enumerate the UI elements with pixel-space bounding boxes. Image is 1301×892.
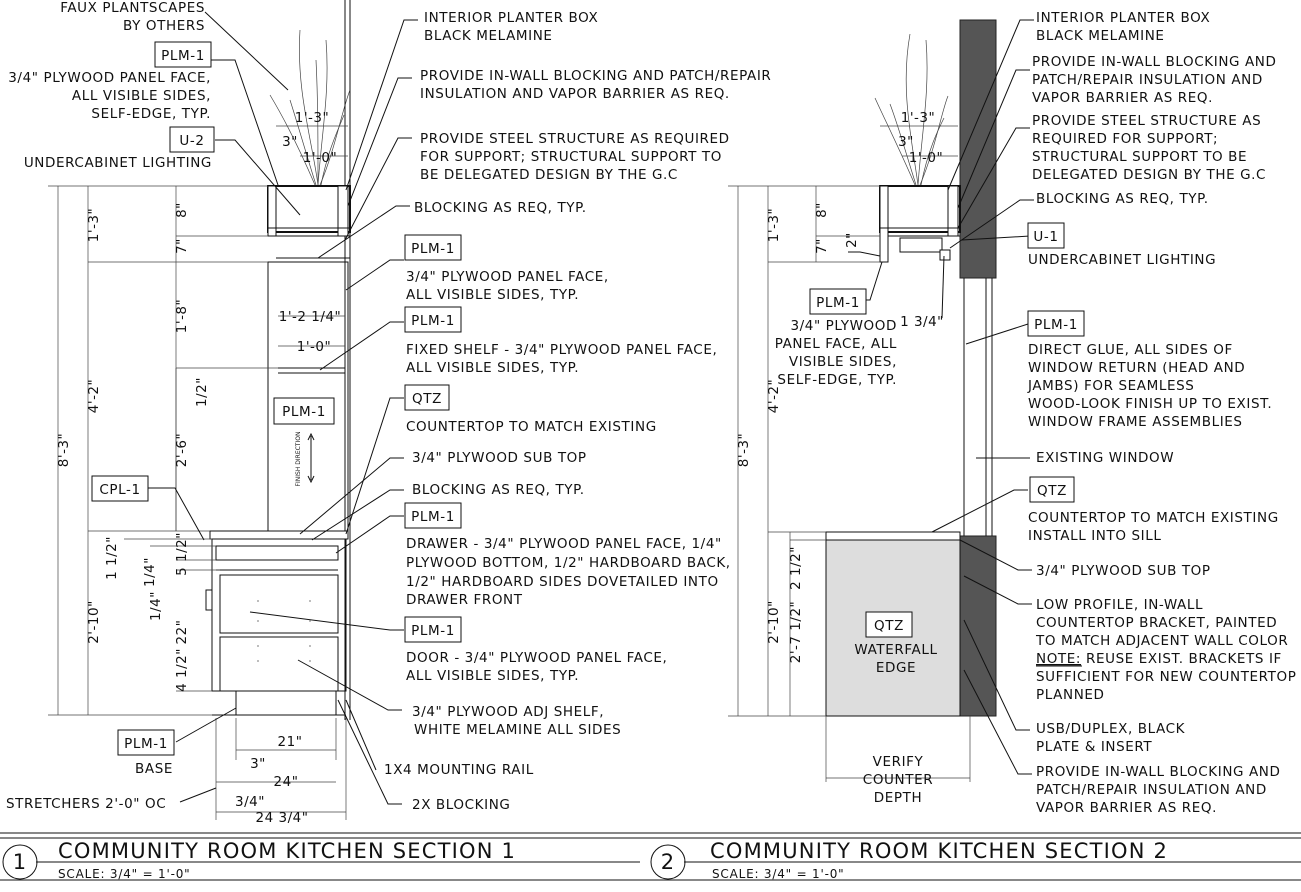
s2-dim-8: 8": [814, 202, 830, 218]
s2-note-bracket-1: LOW PROFILE, IN-WALL: [1036, 597, 1204, 613]
dim-upper: 1'-3": [86, 207, 102, 243]
s2-note-blocking-2: PATCH/REPAIR INSULATION AND: [1032, 72, 1263, 88]
s2-dim-1-3: 1'-3": [900, 110, 936, 126]
s2-note-steel-3: STRUCTURAL SUPPORT TO BE: [1032, 149, 1248, 165]
dim-4-half: 4 1/2": [174, 648, 190, 692]
note-subtop: 3/4" PLYWOOD SUB TOP: [412, 450, 587, 466]
dim-22: 22": [174, 619, 190, 645]
dim-1-2q: 1'-2 1/4": [278, 309, 342, 325]
s2-tag-qtz-b: QTZ: [874, 618, 904, 634]
s2-note-glue-3: JAMBS) FOR SEAMLESS: [1028, 378, 1195, 394]
s2-dim-lower: 2'-10": [766, 600, 782, 644]
s2-note-subtop: 3/4" PLYWOOD SUB TOP: [1036, 563, 1211, 579]
s2-note-counter-2: INSTALL INTO SILL: [1028, 528, 1162, 544]
s2-note-bracket-4: NOTE:: [1036, 651, 1082, 667]
note-plm1-face-1: 3/4" PLYWOOD PANEL FACE,: [8, 70, 211, 86]
note-panel-face-1: 3/4" PLYWOOD PANEL FACE,: [406, 269, 609, 285]
note-blocking-typ: BLOCKING AS REQ, TYP.: [414, 200, 587, 216]
s2-note-planter-1: INTERIOR PLANTER BOX: [1036, 10, 1211, 26]
s2-dim-3: 3": [898, 134, 914, 150]
s2-dim-7: 7": [814, 238, 830, 254]
wall-lower: [960, 536, 996, 716]
note-drawer-3: 1/2" HARDBOARD SIDES DOVETAILED INTO: [406, 574, 719, 590]
s2-dim-2-7h: 2'-7 1/2": [788, 600, 804, 664]
dim-quarter-2: 1/4": [148, 591, 164, 621]
s2-note-glue-2: WINDOW RETURN (HEAD AND: [1028, 360, 1246, 376]
note-adjshelf-1: 3/4" PLYWOOD ADJ SHELF,: [412, 704, 605, 720]
note-rail: 1X4 MOUNTING RAIL: [384, 762, 534, 778]
dim-1-3-top: 1'-3": [294, 110, 330, 126]
dim-quarter-1: 1/4": [142, 557, 158, 587]
dim-21: 21": [277, 734, 303, 750]
section-1-scale: SCALE: 3/4" = 1'-0": [58, 867, 191, 881]
s2-note-bracket-5: SUFFICIENT FOR NEW COUNTERTOP: [1036, 669, 1297, 685]
note-plm1-face-2: ALL VISIBLE SIDES,: [71, 88, 211, 104]
s2-note-waterfall-1: WATERFALL: [854, 642, 938, 658]
dim-5-half: 5 1/2": [174, 532, 190, 576]
s2-note-bracket-3: TO MATCH ADJACENT WALL COLOR: [1036, 633, 1289, 649]
note-blocking-typ2: BLOCKING AS REQ, TYP.: [412, 482, 585, 498]
base-cabinet: [212, 539, 346, 691]
note-planter-2: BLACK MELAMINE: [424, 28, 553, 44]
note-drawer-1: DRAWER - 3/4" PLYWOOD PANEL FACE, 1/4": [406, 536, 722, 552]
section-2-title: COMMUNITY ROOM KITCHEN SECTION 2: [710, 839, 1169, 863]
s2-note-verify-3: DEPTH: [873, 790, 923, 806]
section-2-scale: SCALE: 3/4" = 1'-0": [712, 867, 845, 881]
dim-3-base: 3": [250, 756, 266, 772]
dim-3-top: 3": [282, 134, 298, 150]
s2-note-blocking-3: VAPOR BARRIER AS REQ.: [1032, 90, 1214, 106]
note-undercab: UNDERCABINET LIGHTING: [23, 155, 212, 171]
s2-tag-plm1-a: PLM-1: [816, 295, 860, 311]
dim-mid: 4'-2": [86, 378, 102, 414]
s2-note-usb-2: PLATE & INSERT: [1036, 739, 1153, 755]
s2-note-blocking-bot-1: PROVIDE IN-WALL BLOCKING AND: [1036, 764, 1281, 780]
dim-overall: 8'-3": [56, 432, 72, 468]
upper-cabinet: [268, 262, 348, 532]
s2-note-steel-4: DELEGATED DESIGN BY THE G.C: [1032, 167, 1267, 183]
dim-1-8: 1'-8": [174, 298, 190, 334]
note-steel-2: FOR SUPPORT; STRUCTURAL SUPPORT TO: [420, 149, 722, 165]
note-blocking-patch-1: PROVIDE IN-WALL BLOCKING AND PATCH/REPAIR: [420, 68, 772, 84]
s2-note-undercab: UNDERCABINET LIGHTING: [1028, 252, 1217, 268]
dim-1-0-shelf: 1'-0": [296, 339, 332, 355]
note-faux-plant-2: BY OTHERS: [123, 18, 205, 34]
note-stretchers: STRETCHERS 2'-0" OC: [6, 796, 167, 812]
dim-8: 8": [174, 202, 190, 218]
tag-plm1-c: PLM-1: [411, 313, 455, 329]
finish-direction: FINISH DIRECTION: [295, 431, 302, 487]
s2-dim-1-3q: 1 3/4": [900, 314, 944, 330]
dim-3q: 3/4": [235, 794, 265, 810]
s2-note-glue-4: WOOD-LOOK FINISH UP TO EXIST.: [1028, 396, 1273, 412]
note-blocking-2x: 2X BLOCKING: [412, 797, 511, 813]
tag-u2: U-2: [179, 133, 205, 149]
note-plm1-face-3: SELF-EDGE, TYP.: [91, 106, 211, 122]
tag-cpl1: CPL-1: [99, 482, 141, 498]
note-blocking-patch-2: INSULATION AND VAPOR BARRIER AS REQ.: [420, 86, 730, 102]
s2-note-plm-face-4: SELF-EDGE, TYP.: [777, 372, 897, 388]
dim-24: 24": [273, 774, 299, 790]
note-countertop: COUNTERTOP TO MATCH EXISTING: [406, 419, 657, 435]
note-shelf-2: ALL VISIBLE SIDES, TYP.: [406, 360, 580, 376]
dim-lower: 2'-10": [86, 600, 102, 644]
dim-7: 7": [174, 238, 190, 254]
tag-plm1-a: PLM-1: [161, 48, 205, 64]
note-drawer-4: DRAWER FRONT: [406, 592, 523, 608]
s2-note-plm-face-3: VISIBLE SIDES,: [788, 354, 897, 370]
s2-note-verify-2: COUNTER: [862, 772, 934, 788]
note-base: BASE: [135, 761, 173, 777]
note-steel-1: PROVIDE STEEL STRUCTURE AS REQUIRED: [420, 131, 730, 147]
s2-dim-upper: 1'-3": [766, 207, 782, 243]
dim-24q: 24 3/4": [255, 810, 309, 826]
s2-note-blocking-typ: BLOCKING AS REQ, TYP.: [1036, 191, 1209, 207]
dim-2-6: 2'-6": [174, 432, 190, 468]
note-door-2: ALL VISIBLE SIDES, TYP.: [406, 668, 580, 684]
s2-dim-overall: 8'-3": [736, 432, 752, 468]
countertop-2: [826, 532, 960, 540]
s2-note-plm-face-2: PANEL FACE, ALL: [774, 336, 897, 352]
s2-note-blocking-bot-3: VAPOR BARRIER AS REQ.: [1036, 800, 1218, 816]
s2-note-glue-5: WINDOW FRAME ASSEMBLIES: [1028, 414, 1243, 430]
s2-tag-u1: U-1: [1033, 229, 1059, 245]
tag-plm1-d: PLM-1: [411, 509, 455, 525]
countertop-1: [210, 531, 348, 539]
s2-note-window: EXISTING WINDOW: [1036, 450, 1175, 466]
s2-note-bracket-2: COUNTERTOP BRACKET, PAINTED: [1036, 615, 1278, 631]
tag-plm1-b: PLM-1: [411, 241, 455, 257]
s2-note-blocking-1: PROVIDE IN-WALL BLOCKING AND: [1032, 54, 1277, 70]
section-2-number: 2: [660, 850, 676, 874]
note-drawer-2: PLYWOOD BOTTOM, 1/2" HARDBOARD BACK,: [406, 555, 731, 571]
note-panel-face-2: ALL VISIBLE SIDES, TYP.: [406, 287, 580, 303]
s2-note-verify-1: VERIFY: [872, 754, 924, 770]
dim-1-0-top: 1'-0": [302, 150, 338, 166]
note-faux-plant-1: FAUX PLANTSCAPES: [60, 0, 205, 16]
section-1-title: COMMUNITY ROOM KITCHEN SECTION 1: [58, 839, 517, 863]
dim-half: 1/2": [194, 377, 210, 407]
tag-qtz: QTZ: [412, 391, 442, 407]
s2-note-bracket-4b: REUSE EXIST. BRACKETS IF: [1086, 651, 1282, 667]
s2-dim-2half: 2 1/2": [788, 546, 804, 590]
note-planter-1: INTERIOR PLANTER BOX: [424, 10, 599, 26]
note-adjshelf-2: WHITE MELAMINE ALL SIDES: [414, 722, 622, 738]
s2-tag-plm1-b: PLM-1: [1034, 317, 1078, 333]
tag-plm1-inside: PLM-1: [282, 404, 326, 420]
s2-dim-mid: 4'-2": [766, 378, 782, 414]
dim-1-half: 1 1/2": [104, 536, 120, 580]
s2-note-planter-2: BLACK MELAMINE: [1036, 28, 1165, 44]
s2-dim-1-0: 1'-0": [908, 150, 944, 166]
s2-note-steel-1: PROVIDE STEEL STRUCTURE AS: [1032, 113, 1262, 129]
note-door-1: DOOR - 3/4" PLYWOOD PANEL FACE,: [406, 650, 668, 666]
s2-note-usb-1: USB/DUPLEX, BLACK: [1036, 721, 1186, 737]
note-shelf-1: FIXED SHELF - 3/4" PLYWOOD PANEL FACE,: [406, 342, 718, 358]
s2-note-blocking-bot-2: PATCH/REPAIR INSULATION AND: [1036, 782, 1267, 798]
s2-dim-2: 2": [844, 232, 860, 248]
s2-note-plm-face-1: 3/4" PLYWOOD: [790, 318, 897, 334]
s2-note-glue-1: DIRECT GLUE, ALL SIDES OF: [1028, 342, 1233, 358]
tag-plm1-e: PLM-1: [411, 623, 455, 639]
s2-note-counter-1: COUNTERTOP TO MATCH EXISTING: [1028, 510, 1279, 526]
s2-note-waterfall-2: EDGE: [875, 660, 917, 676]
note-steel-3: BE DELEGATED DESIGN BY THE G.C: [420, 167, 678, 183]
s2-note-bracket-6: PLANNED: [1036, 687, 1105, 703]
s2-tag-qtz-a: QTZ: [1037, 483, 1067, 499]
s2-note-steel-2: REQUIRED FOR SUPPORT;: [1032, 131, 1219, 147]
tag-plm1-base: PLM-1: [124, 736, 168, 752]
section-1-number: 1: [12, 850, 28, 874]
